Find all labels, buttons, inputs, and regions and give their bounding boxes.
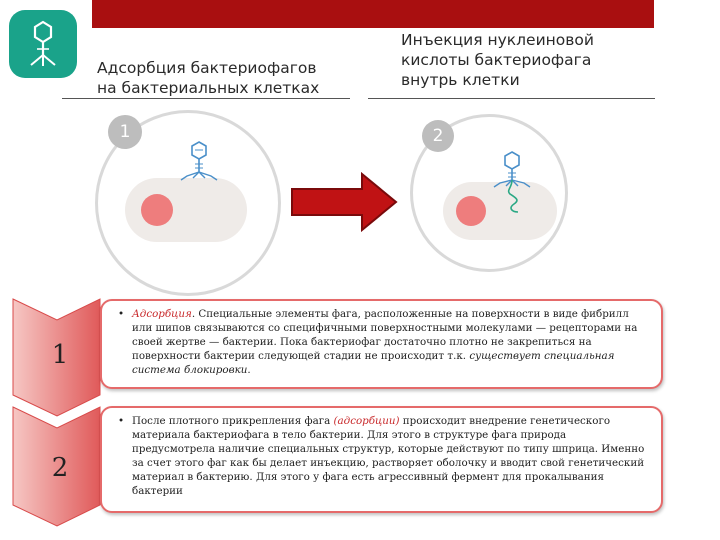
step-1-underline <box>62 98 350 99</box>
step-2-number: 2 <box>51 453 69 483</box>
emphasis-text: существует специальная система блокировки <box>132 350 615 376</box>
bullet: • <box>118 415 125 427</box>
step-1-description <box>100 299 663 389</box>
step-1-title: Адсорбция бактериофагов на бактериальных клетках <box>97 59 320 97</box>
step-2-text: После плотного прикрепления фага (адсорбции) происходит внедрение генетического материала бактериофага в тело бактерии. Для этого в структуре фага природа предусмотрела наличие специальных структур, которые действуют по типу шприца. Именно за счет этого фаг как бы делает инъекцию, растворяет оболочку и вводит свой генетический материал в бактерию. Для этого у фага есть агрессивный фермент для прокалывания бактерии <box>132 415 645 497</box>
header-bar <box>92 0 654 28</box>
logo <box>9 10 77 78</box>
phage-injecting-icon <box>492 150 536 222</box>
cell-nucleus <box>141 194 173 226</box>
phage-adsorbed-icon <box>177 140 221 184</box>
step-2-underline <box>368 98 655 99</box>
bacteriophage-icon <box>23 19 63 69</box>
term-adsorption: Адсорбция <box>132 308 192 320</box>
term-adsorption: (адсорбции) <box>333 415 400 427</box>
step-1-text: Адсорбция. Специальные элементы фага, расположенные на поверхности в виде фибрилл или шипов связываются со специфичными поверхностными молекулами — рецепторами на своей жертве — бактерии. Пока бактериофаг достаточно плотно не закрепиться на поверхности бактерии следующей стадии не происходит т.к. существует специальная система блокировки. <box>132 308 638 376</box>
cell-nucleus <box>456 196 486 226</box>
step-2-description <box>100 406 663 513</box>
step-1-badge: 1 <box>108 115 142 149</box>
step-1-number: 1 <box>51 340 69 370</box>
step-2-title: Инъекция нуклеиновой кислоты бактериофага внутрь клетки <box>401 31 594 89</box>
arrow-right-icon <box>290 172 398 232</box>
bullet: • <box>118 308 125 320</box>
step-2-badge: 2 <box>422 120 454 152</box>
